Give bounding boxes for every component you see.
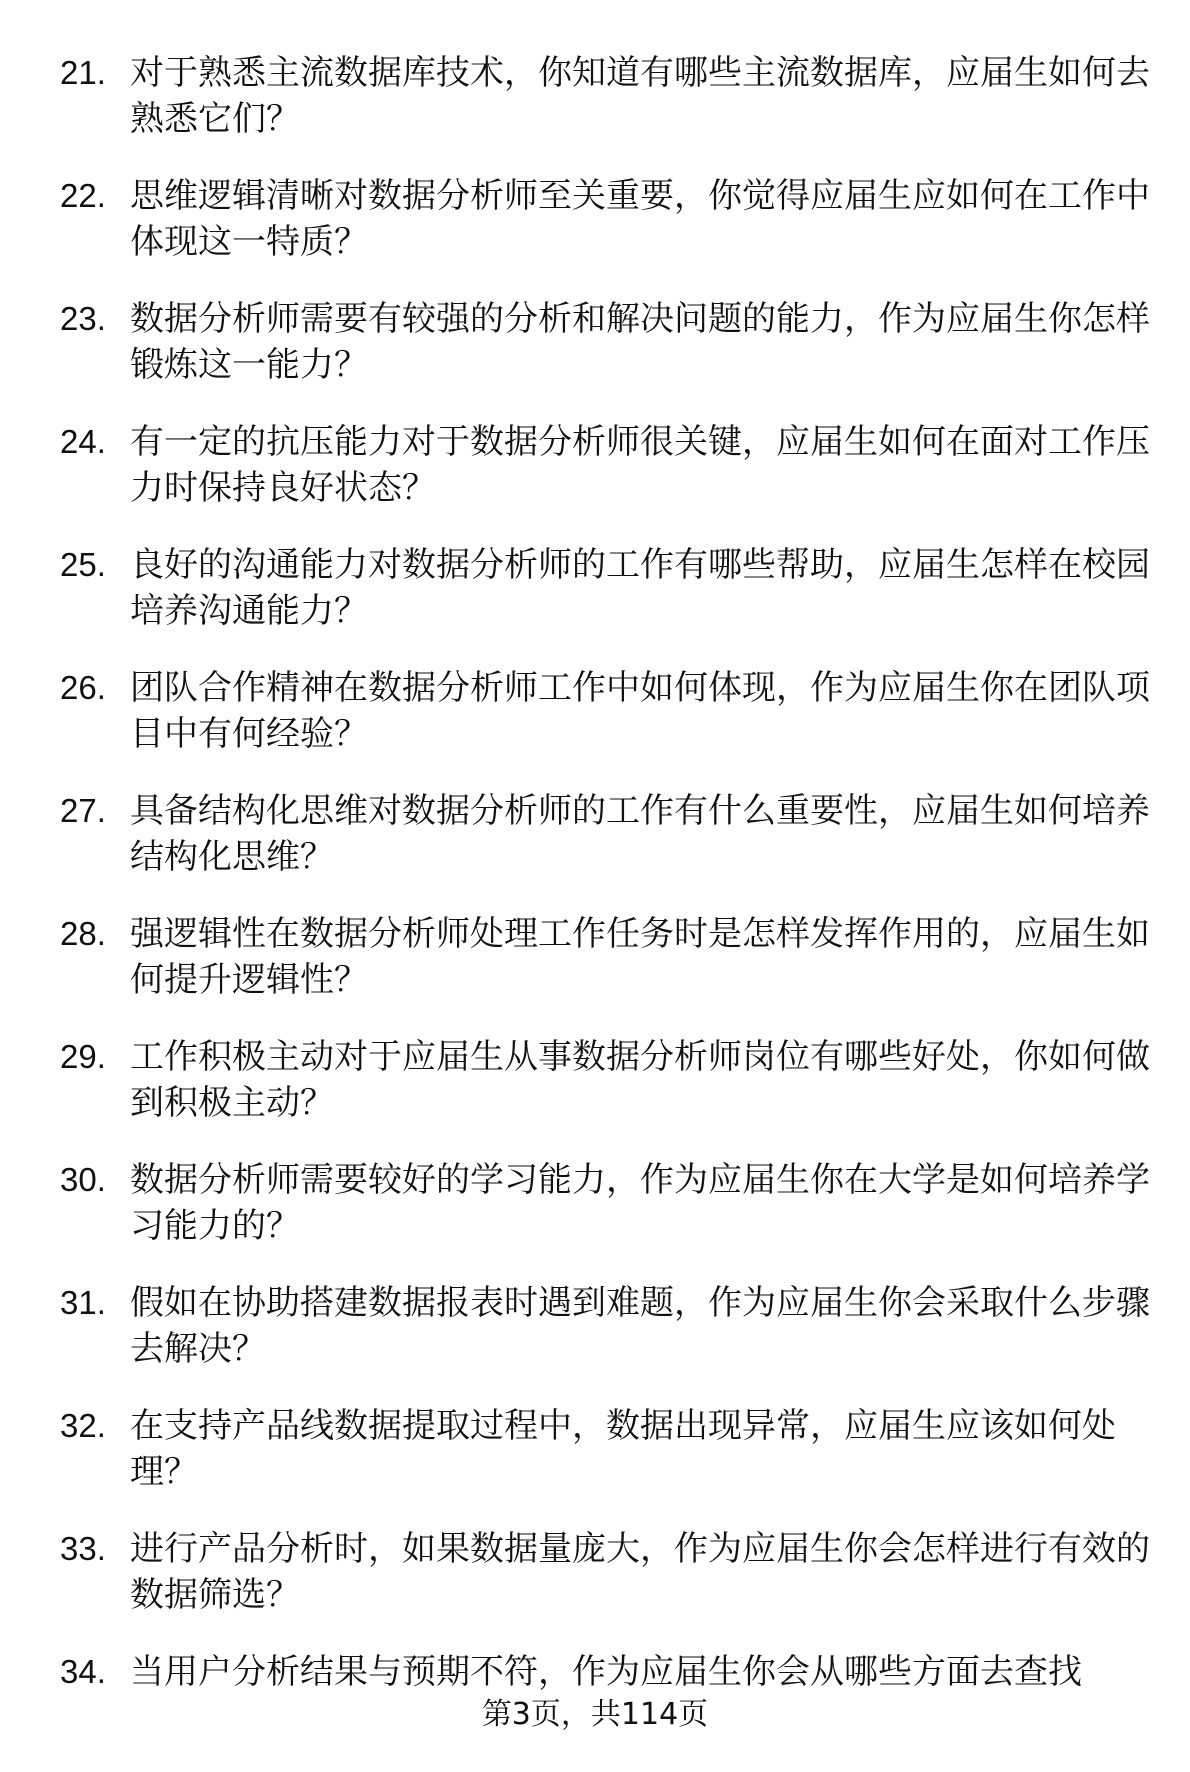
question-item — [0, 50, 1190, 173]
question-item — [0, 1526, 1190, 1649]
question-item — [0, 1157, 1190, 1280]
question-text: 有一定的抗压能力对于数据分析师很关键，应届生如何在面对工作压力时保持良好状态？ — [130, 422, 1150, 508]
question-number: 28. — [60, 915, 106, 952]
question-item — [0, 1280, 1190, 1403]
question-number: 27. — [60, 792, 106, 829]
question-item — [0, 296, 1190, 419]
question-number: 24. — [60, 423, 106, 460]
question-text: 团队合作精神在数据分析师工作中如何体现，作为应届生你在团队项目中有何经验？ — [130, 668, 1150, 754]
question-list — [0, 50, 1190, 1772]
question-text: 具备结构化思维对数据分析师的工作有什么重要性，应届生如何培养结构化思维？ — [130, 791, 1150, 877]
question-number: 29. — [60, 1038, 106, 1075]
question-number: 34. — [60, 1653, 106, 1690]
question-number: 31. — [60, 1284, 106, 1321]
question-text: 当用户分析结果与预期不符，作为应届生你会从哪些方面去查找 — [130, 1652, 1082, 1692]
question-item — [0, 1034, 1190, 1157]
question-text: 良好的沟通能力对数据分析师的工作有哪些帮助，应届生怎样在校园培养沟通能力？ — [130, 545, 1150, 631]
question-text: 数据分析师需要有较强的分析和解决问题的能力，作为应届生你怎样锻炼这一能力？ — [130, 299, 1150, 385]
question-number: 21. — [60, 54, 106, 91]
question-number: 30. — [60, 1161, 106, 1198]
question-number: 32. — [60, 1407, 106, 1444]
question-text: 假如在协助搭建数据报表时遇到难题，作为应届生你会采取什么步骤去解决？ — [130, 1283, 1150, 1369]
question-number: 33. — [60, 1530, 106, 1567]
question-text: 进行产品分析时，如果数据量庞大，作为应届生你会怎样进行有效的数据筛选？ — [130, 1529, 1150, 1615]
question-number: 25. — [60, 546, 106, 583]
page-footer: 第3页，共114页 — [481, 1697, 709, 1732]
question-number: 23. — [60, 300, 106, 337]
question-text: 强逻辑性在数据分析师处理工作任务时是怎样发挥作用的，应届生如何提升逻辑性？ — [130, 914, 1150, 1000]
question-text: 在支持产品线数据提取过程中，数据出现异常，应届生应该如何处理？ — [130, 1406, 1116, 1492]
question-item — [0, 911, 1190, 1034]
question-item — [0, 1403, 1190, 1526]
question-text: 工作积极主动对于应届生从事数据分析师岗位有哪些好处，你如何做到积极主动？ — [130, 1037, 1150, 1123]
question-item — [0, 665, 1190, 788]
question-item — [0, 788, 1190, 911]
question-number: 22. — [60, 177, 106, 214]
question-text: 思维逻辑清晰对数据分析师至关重要，你觉得应届生应如何在工作中体现这一特质？ — [130, 176, 1150, 262]
question-number: 26. — [60, 669, 106, 706]
question-item — [0, 542, 1190, 665]
question-text: 数据分析师需要较好的学习能力，作为应届生你在大学是如何培养学习能力的？ — [130, 1160, 1150, 1246]
question-text: 对于熟悉主流数据库技术，你知道有哪些主流数据库，应届生如何去熟悉它们？ — [130, 53, 1150, 139]
question-item — [0, 173, 1190, 296]
question-item — [0, 419, 1190, 542]
